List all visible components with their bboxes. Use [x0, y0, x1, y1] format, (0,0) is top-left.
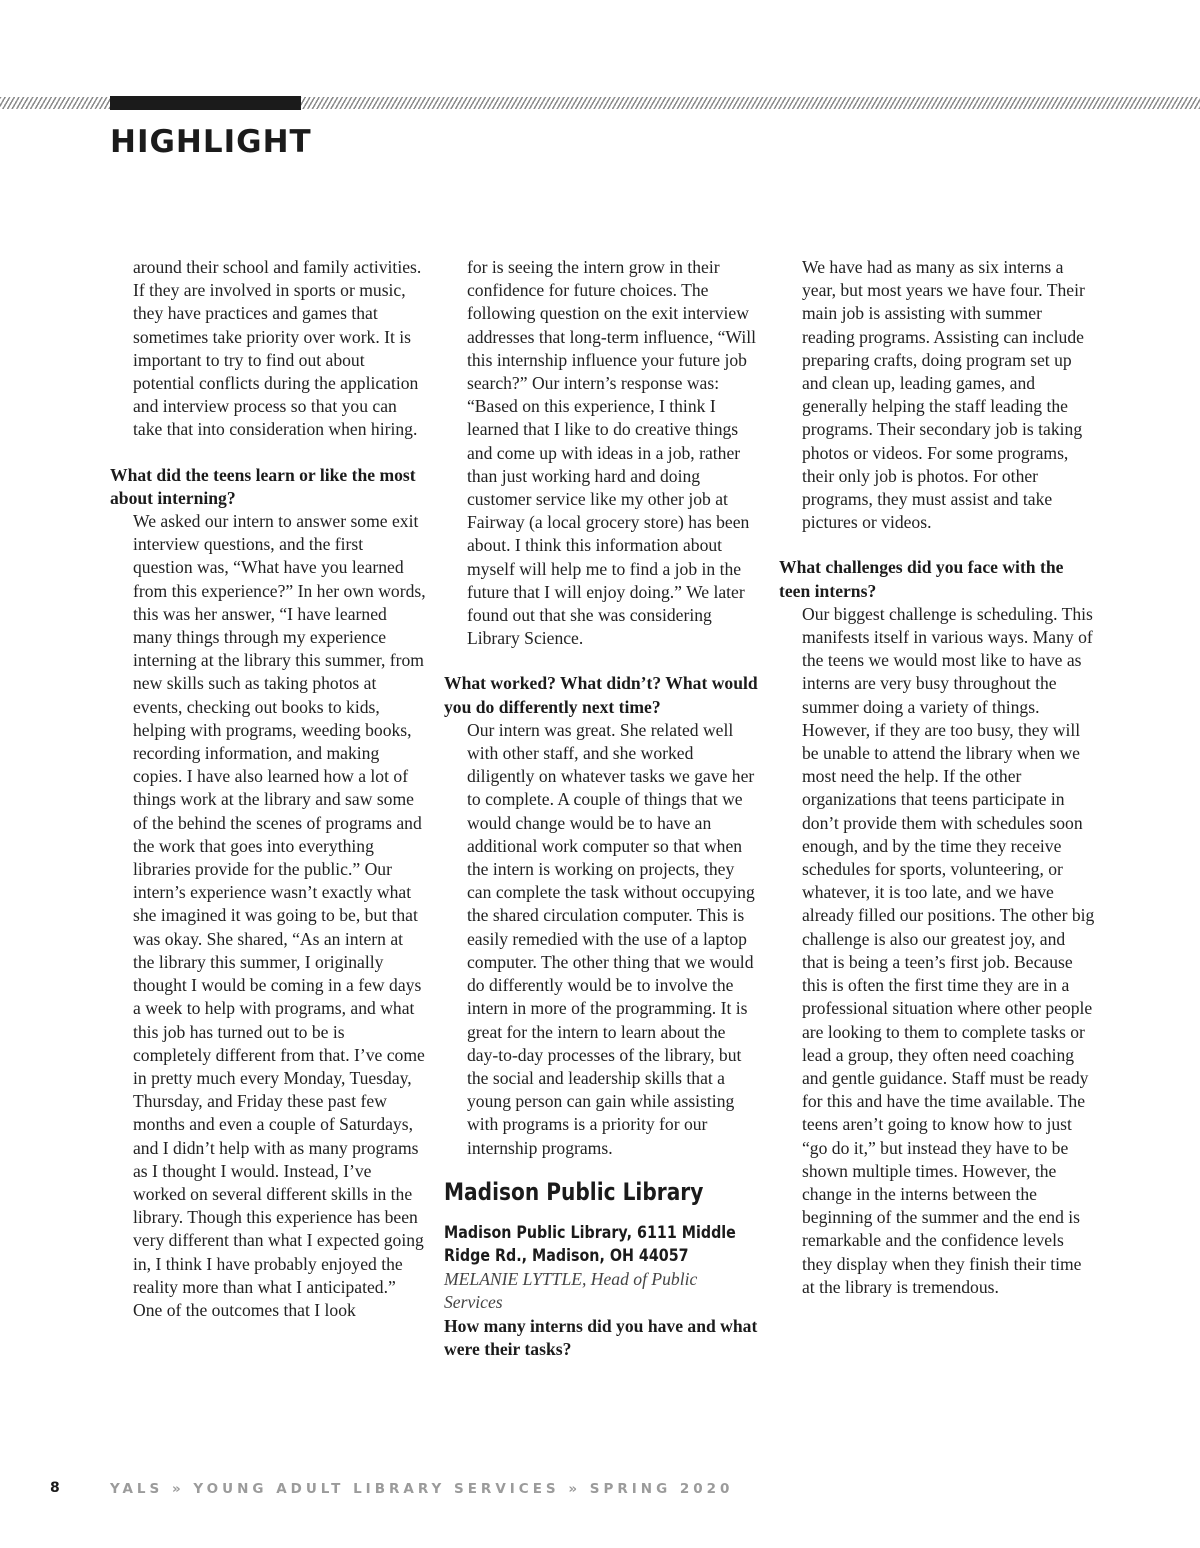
col1-paragraph-1: around their school and family activities. If they are involved in sports or music, they have practices and games that sometimes take priority over work. It is important to try to find out about potential conflicts during the application and interview process so that you can take that into consideration when hiring. [133, 257, 422, 440]
author-byline: MELANIE LYTTLE, Head of Public Services [444, 1269, 698, 1313]
col3-paragraph-1: We have had as many as six interns a year, but most years we have four. Their main job is assisting with summer reading programs. Assisting can include preparing crafts, doing program set up and clean up, leading games, and generally helping the staff leading the programs. Their secondary job is taking photos or videos. For some programs, their only job is photos. For other programs, they must assist and take pictures or videos. [802, 257, 1085, 533]
col2-question-heading-2: How many interns did you have and what were their tasks? [444, 1315, 758, 1359]
col2-paragraph-2: Our intern was great. She related well with other staff, and she worked diligently on whatever tasks we gave her to complete. A couple of things that we would change would be to have an additional work computer so that when the intern is working on projects, they can complete the task without occupying the shared circulation computer. This is easily remedied with the use of a laptop computer. The other thing that we would do differently would be to involve the intern in more of the programming. It is great for the intern to learn about the day-to-day processes of the library, but the social and leadership skills that a young person can gain while assisting with programs is a priority for our internship programs. [467, 719, 755, 1158]
col1-paragraph-2: We asked our intern to answer some exit interview questions, and the first question was, “What have you learned from this experience?” In her own words, this was her answer, “I have learned many things through my experience interning at the library this summer, from new skills such as taking photos at events, checking out books to kids, helping with programs, weeding books, recording information, and making copies. I have also learned how a lot of things work at the library and saw some of the behind the scenes of programs and the work that goes into everything libraries provide for the public.” Our intern’s experience wasn’t exactly what she imagined it was going to be, but that was okay. She shared, “As an intern at the library this summer, I originally thought I would be coming in a few days a week to help with programs, and what this job has turned out to be is completely different from that. I’ve come in pretty much every Monday, Tuesday, Thursday, and Friday these past few months and even a couple of Saturdays, and I didn’t help with as many programs as I thought I would. Instead, I’ve worked on several different skills in the library. Though this experience has been very different than what I expected going in, I think I have probably enjoyed the reality more than what I anticipated.” One of the outcomes that I look [133, 511, 426, 1320]
col1-question-heading: What did the teens learn or like the most about interning? [110, 464, 416, 508]
publication-line: YALS » YOUNG ADULT LIBRARY SERVICES » SPRING 2020 [110, 1481, 734, 1497]
col3-paragraph-2: Our biggest challenge is scheduling. This manifests itself in various ways. Many of the teens we would most like to have as interns are very busy throughout the summer doing a variety of things. However, if they are too busy, they will be unable to attend the library when we most need the help. If the other organizations that teens participate in don’t provide them with schedules soon enough, and by the time they receive schedules for sports, volunteering, or whatever, it is too late, and we have already filled our positions. The other big challenge is also our greatest joy, and that is being a teen’s first job. Because this is often the first time they are in a professional situation where other people are looking to them to complete tasks or lead a group, they often need coaching and gentle guidance. Staff must be ready for this and have the time available. The teens aren’t going to know how to just “go do it,” but instead they have to be shown multiple times. However, the change in the interns between the beginning of the summer and the end is remarkable and the confidence levels they display when they finish their time at the library is tremendous. [802, 603, 1095, 1297]
col2-question-heading: What worked? What didn’t? What would you do differently next time? [444, 673, 758, 717]
col2-paragraph-1: for is seeing the intern grow in their confidence for future choices. The following question on the exit interview addresses that long-term influence, “Will this internship influence your future job search?” Our intern’s response was: “Based on this experience, I think I learned that I like to do creative things and come up with ideas in a job, rather than just working hard and doing customer service like my other job at Fairway (a local grocery store) has been about. I think this information about myself will help me to find a job in the future that I will enjoy doing.” We later found out that she was considering Library Science. [467, 257, 756, 649]
library-address: Madison Public Library, 6111 Middle Ridge Rd., Madison, OH 44057 [444, 1222, 736, 1266]
section-title: HIGHLIGHT [110, 124, 312, 160]
col3-question-heading: What challenges did you face with the teen interns? [779, 557, 1064, 601]
page-footer [0, 1480, 1200, 1504]
column-3 [779, 256, 1095, 1299]
library-heading: Madison Public Library [444, 1177, 704, 1206]
page-number: 8 [50, 1480, 60, 1496]
column-1 [110, 256, 426, 1322]
column-2 [444, 256, 760, 1361]
header-accent-bar [110, 96, 301, 110]
